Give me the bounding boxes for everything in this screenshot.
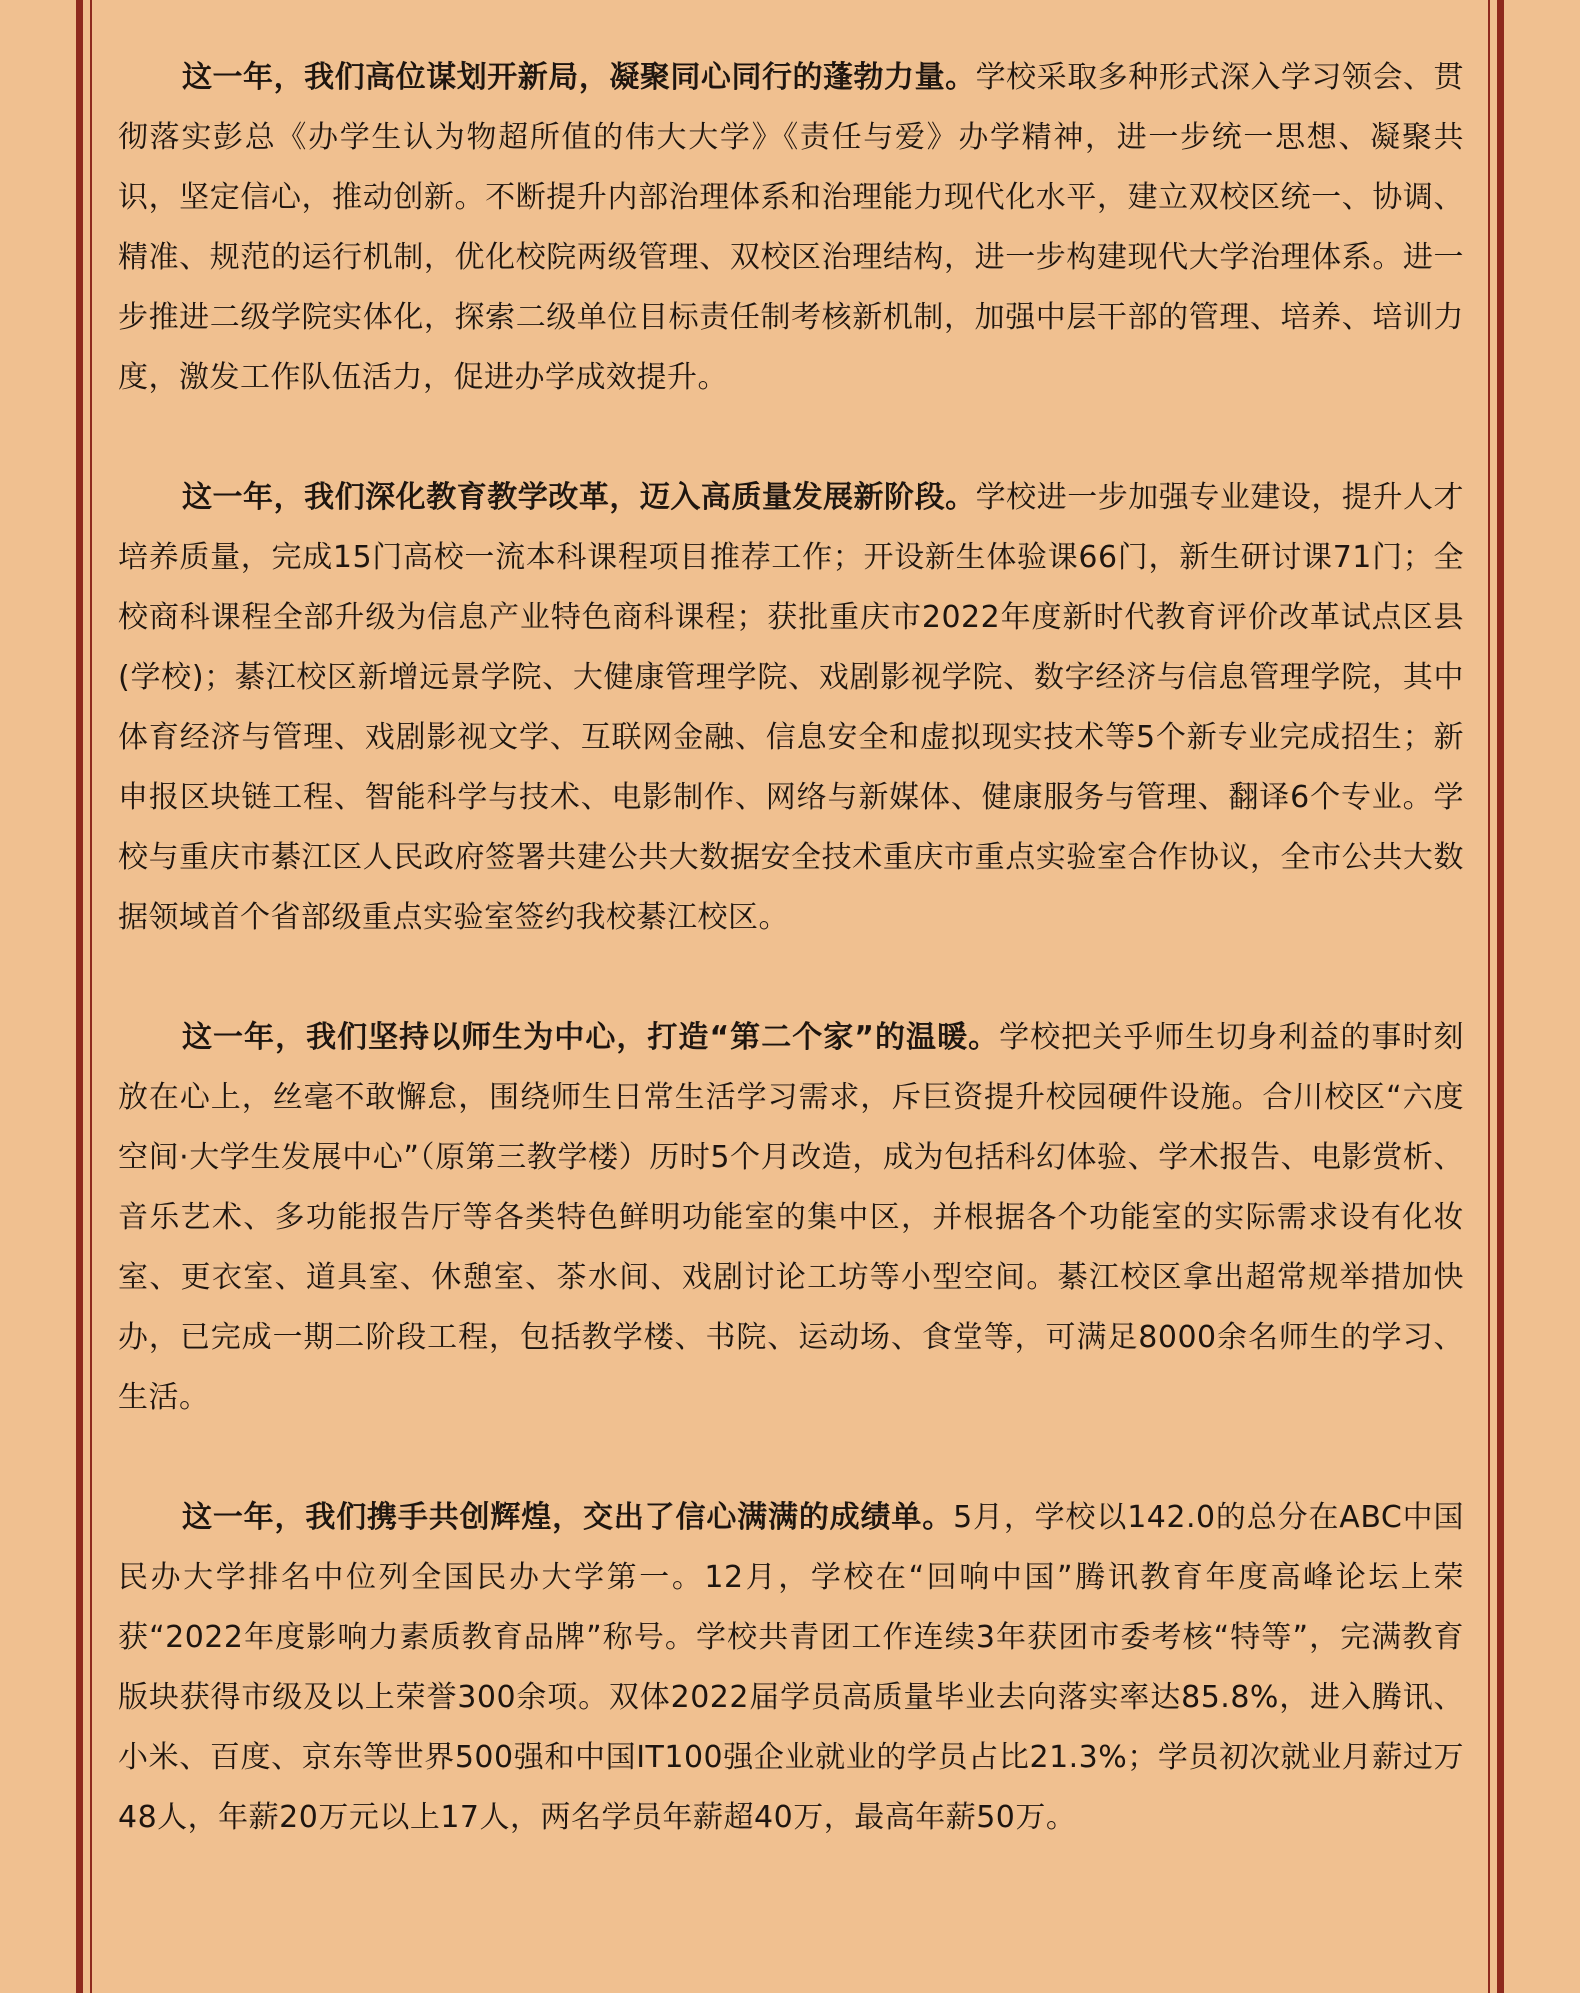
paragraph-lead: 这一年，我们深化教育教学改革，迈入高质量发展新阶段。 <box>182 480 976 515</box>
paragraph-education-reform <box>118 468 1464 948</box>
paragraph-lead: 这一年，我们坚持以师生为中心，打造“第二个家”的温暖。 <box>182 1020 1000 1055</box>
right-border-inner <box>1488 0 1490 1993</box>
paragraph-achievements <box>118 1488 1464 1848</box>
paragraph-campus-facilities <box>118 1008 1464 1428</box>
paragraph-lead: 这一年，我们携手共创辉煌，交出了信心满满的成绩单。 <box>182 1500 954 1535</box>
right-border-outer <box>1497 0 1504 1993</box>
paragraph-text: 学校进一步加强专业建设，提升人才培养质量，完成15门高校一流本科课程项目推荐工作；开设新生体验课66门，新生研讨课71门；全校商科课程全部升级为信息产业特色商科课程；获批重庆市2022年度新时代教育评价改革试点区县(学校)；綦江校区新增远景学院、大健康管理学院、戏剧影视学院、数字经济与信息管理学院，其中体育经济与管理、戏剧影视文学、互联网金融、信息安全和虚拟现实技术等5个新专业完成招生；新申报区块链工程、智能科学与技术、电影制作、网络与新媒体、健康服务与管理、翻译6个专业。学校与重庆市綦江区人民政府签署共建公共大数据安全技术重庆市重点实验室合作协议，全市公共大数据领域首个省部级重点实验室签约我校綦江校区。 <box>118 480 1465 935</box>
paragraph-governance <box>118 48 1464 408</box>
paragraph-text: 学校把关乎师生切身利益的事时刻放在心上，丝毫不敢懈怠，围绕师生日常生活学习需求，斥巨资提升校园硬件设施。合川校区“六度空间·大学生发展中心”（原第三教学楼）历时5个月改造，成为包括科幻体验、学术报告、电影赏析、音乐艺术、多功能报告厅等各类特色鲜明功能室的集中区，并根据各个功能室的实际需求设有化妆室、更衣室、道具室、休憩室、茶水间、戏剧讨论工坊等小型空间。綦江校区拿出超常规举措加快办，已完成一期二阶段工程，包括教学楼、书院、运动场、食堂等，可满足8000余名师生的学习、生活。 <box>118 1020 1465 1415</box>
left-border-inner <box>90 0 92 1993</box>
paragraph-lead: 这一年，我们高位谋划开新局，凝聚同心同行的蓬勃力量。 <box>182 60 976 95</box>
left-border-outer <box>76 0 83 1993</box>
article-body <box>118 48 1464 1908</box>
paragraph-text: 学校采取多种形式深入学习领会、贯彻落实彭总《办学生认为物超所值的伟大大学》《责任与爱》办学精神，进一步统一思想、凝聚共识，坚定信心，推动创新。不断提升内部治理体系和治理能力现代化水平，建立双校区统一、协调、精准、规范的运行机制，优化校院两级管理、双校区治理结构，进一步构建现代大学治理体系。进一步推进二级学院实体化，探索二级单位目标责任制考核新机制，加强中层干部的管理、培养、培训力度，激发工作队伍活力，促进办学成效提升。 <box>118 60 1465 395</box>
paragraph-text: 5月，学校以142.0的总分在ABC中国民办大学排名中位列全国民办大学第一。12月，学校在“回响中国”腾讯教育年度高峰论坛上荣获“2022年度影响力素质教育品牌”称号。学校共青团工作连续3年获团市委考核“特等”，完满教育版块获得市级及以上荣誉300余项。双体2022届学员高质量毕业去向落实率达85.8%，进入腾讯、小米、百度、京东等世界500强和中国IT100强企业就业的学员占比21.3%；学员初次就业月薪过万48人，年薪20万元以上17人，两名学员年薪超40万，最高年薪50万。 <box>118 1500 1465 1835</box>
